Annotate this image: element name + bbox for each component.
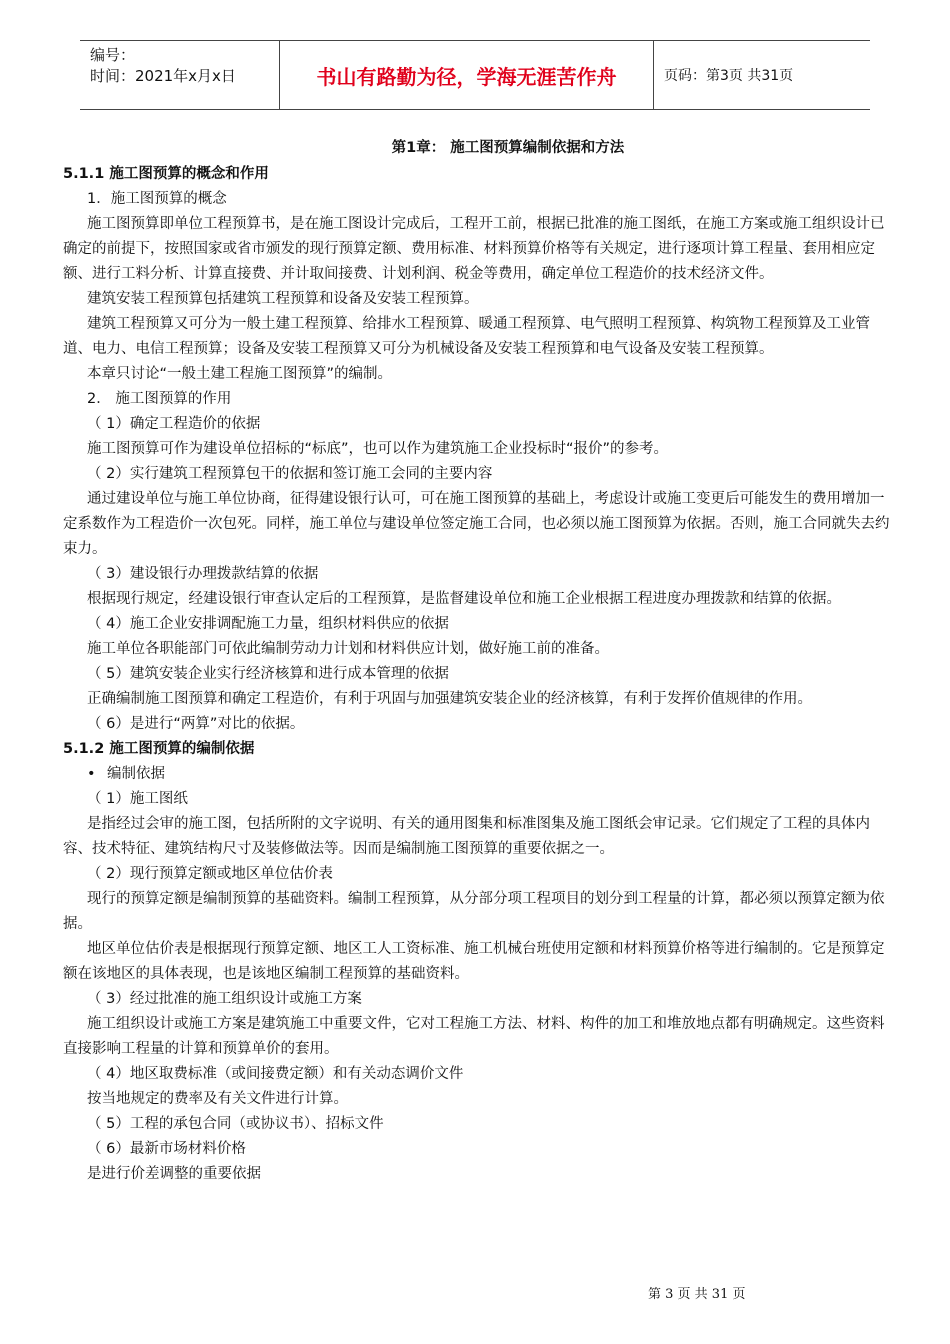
subheading: 1．施工图预算的概念 xyxy=(87,191,227,207)
document-body xyxy=(63,136,893,1187)
body-paragraph: 正确编制施工图预算和确定工程造价，有利于巩固与加强建筑安装企业的经济核算，有利于发挥价值规律的作用。 xyxy=(87,691,812,707)
subheading: （ 3）经过批准的施工组织设计或施工方案 xyxy=(87,991,362,1007)
subheading: 2． 施工图预算的作用 xyxy=(87,391,232,407)
page-header xyxy=(80,40,870,110)
subheading: （ 1）施工图纸 xyxy=(87,791,188,807)
subheading: （ 2）实行建筑工程预算包干的依据和签订施工会同的主要内容 xyxy=(87,466,493,482)
body-paragraph: 施工图预算即单位工程预算书，是在施工图设计完成后，工程开工前，根据已批准的施工图纸，在施工方案或施工组织设计已确定的前提下，按照国家或省市颁发的现行预算定额、费用标准、材料预算价格等有关规定，进行逐项计算工程量、套用相应定额、进行工料分析、计算直接费、并计取间接费、计划利润、税金等费用，确定单位工程造价的技术经济文件。 xyxy=(63,216,885,282)
subheading: （ 1）确定工程造价的依据 xyxy=(87,416,261,432)
body-paragraph: 施工组织设计或施工方案是建筑施工中重要文件，它对工程施工方法、材料、构件的加工和堆放地点都有明确规定。这些资料直接影响工程量的计算和预算单价的套用。 xyxy=(63,1016,885,1057)
subheading: （ 6）最新市场材料价格 xyxy=(87,1141,246,1157)
bullet-text: 编制依据 xyxy=(107,766,165,782)
chapter-title: 第1章： 施工图预算编制依据和方法 xyxy=(391,140,625,156)
subheading: （ 5）工程的承包合同（或协议书）、招标文件 xyxy=(87,1116,384,1132)
body-paragraph: 建筑工程预算又可分为一般土建工程预算、给排水工程预算、暖通工程预算、电气照明工程预算、构筑物工程预算及工业管道、电力、电信工程预算；设备及安装工程预算又可分为机械设备及安装工程预算和电气设备及安装工程预算。 xyxy=(63,316,870,357)
bullet-item xyxy=(63,762,893,787)
body-paragraph: 按当地规定的费率及有关文件进行计算。 xyxy=(87,1091,348,1107)
page-footer: 第 3 页 共 31 页 xyxy=(648,1287,746,1302)
subheading: （ 4）施工企业安排调配施工力量，组织材料供应的依据 xyxy=(87,616,449,632)
paragraph-list xyxy=(63,162,893,1187)
bullet-dot-icon: • xyxy=(87,766,96,782)
subheading: （ 4）地区取费标准（或间接费定额）和有关动态调价文件 xyxy=(87,1066,464,1082)
header-page-info: 页码：第3页 共31页 xyxy=(664,68,794,84)
body-paragraph: 是指经过会审的施工图，包括所附的文字说明、有关的通用图集和标准图集及施工图纸会审记录。它们规定了工程的具体内容、技术特征、建筑结构尺寸及装修做法等。因而是编制施工图预算的重要依据之一。 xyxy=(63,816,870,857)
subheading: （ 3）建设银行办理拨款结算的依据 xyxy=(87,566,319,582)
section-heading: 5.1.2 施工图预算的编制依据 xyxy=(63,741,255,757)
body-paragraph: 施工图预算可作为建设单位招标的“标底”，也可以作为建筑施工企业投标时“报价”的参考。 xyxy=(87,441,669,457)
header-motto: 书山有路勤为径，学海无涯苦作舟 xyxy=(280,41,654,109)
header-meta xyxy=(80,41,280,109)
body-paragraph: 根据现行规定，经建设银行审查认定后的工程预算，是监督建设单位和施工企业根据工程进度办理拨款和结算的依据。 xyxy=(87,591,841,607)
body-paragraph: 施工单位各职能部门可依此编制劳动力计划和材料供应计划，做好施工前的准备。 xyxy=(87,641,609,657)
body-paragraph: 本章只讨论“一般土建工程施工图预算”的编制。 xyxy=(87,366,393,382)
subheading: （ 5）建筑安装企业实行经济核算和进行成本管理的依据 xyxy=(87,666,449,682)
body-paragraph: 地区单位估价表是根据现行预算定额、地区工人工资标准、施工机械台班使用定额和材料预算价格等进行编制的。它是预算定额在该地区的具体表现，也是该地区编制工程预算的基础资料。 xyxy=(63,941,885,982)
section-heading: 5.1.1 施工图预算的概念和作用 xyxy=(63,166,269,182)
body-paragraph: 建筑安装工程预算包括建筑工程预算和设备及安装工程预算。 xyxy=(87,291,479,307)
date-label: 时间：2021年x月x日 xyxy=(90,67,236,85)
body-paragraph: 现行的预算定额是编制预算的基础资料。编制工程预算，从分部分项工程项目的划分到工程量的计算，都必须以预算定额为依据。 xyxy=(63,891,885,932)
subheading: （ 2）现行预算定额或地区单位估价表 xyxy=(87,866,333,882)
subheading: （ 6）是进行“两算”对比的依据。 xyxy=(87,716,305,732)
code-label: 编号： xyxy=(90,46,136,64)
body-paragraph: 是进行价差调整的重要依据 xyxy=(87,1166,261,1182)
body-paragraph: 通过建设单位与施工单位协商，征得建设银行认可，可在施工图预算的基础上，考虑设计或施工变更后可能发生的费用增加一定系数作为工程造价一次包死。同样，施工单位与建设单位签定施工合同，也必须以施工图预算为依据。否则，施工合同就失去约束力。 xyxy=(63,491,890,557)
